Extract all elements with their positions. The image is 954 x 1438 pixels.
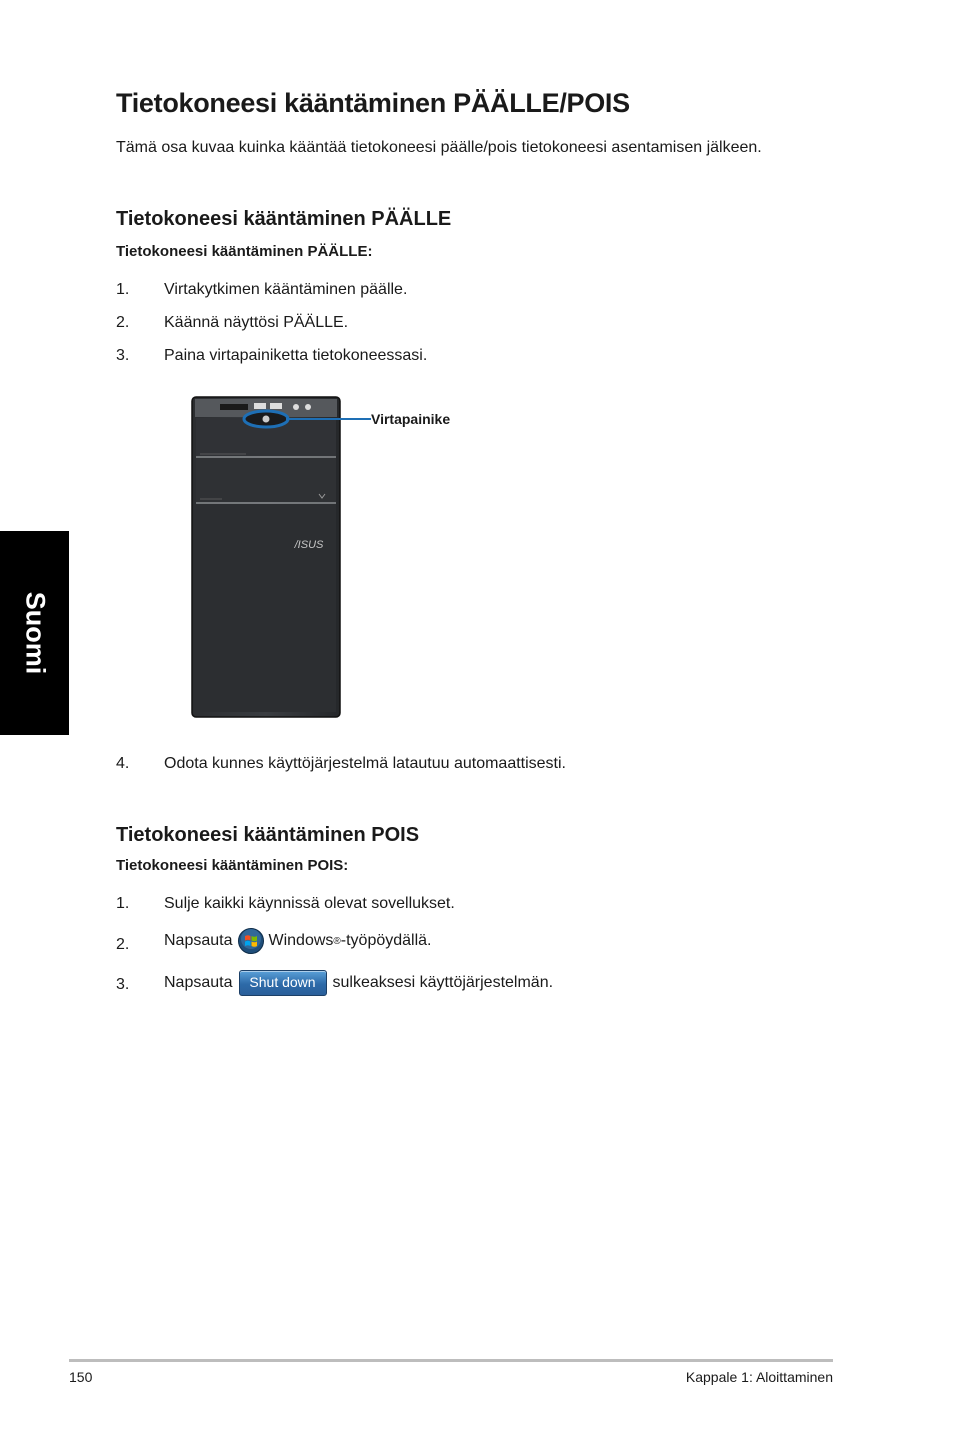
language-tab [0,531,69,735]
step-text: Virtakytkimen kääntäminen päälle. [164,281,408,298]
step-text [164,928,432,954]
shut-down-button[interactable]: Shut down [239,970,327,996]
page-title: Tietokoneesi kääntäminen PÄÄLLE/POIS [116,88,630,118]
audio-jack [305,404,311,410]
chapter-title: Kappale 1: Aloittaminen [685,1369,833,1385]
step-text-before: Napsauta [164,932,233,949]
page-number: 150 [69,1369,93,1385]
step-text: Odota kunnes käyttöjärjestelmä latautuu automaattisesti. [164,755,566,772]
usb-port [270,403,282,409]
step-text: Paina virtapainiketta tietokoneessasi. [164,347,428,364]
power-icon [263,416,270,423]
step-text: Käännä näyttösi PÄÄLLE. [164,314,349,331]
step-text: Sulje kaikki käynnissä olevat sovellukset. [164,895,455,912]
step-number: 1. [116,895,130,912]
audio-jack [293,404,299,410]
step-text-after: -työpöydällä. [340,932,432,949]
language-tab-label: Suomi [20,591,50,675]
registered-mark: ® [333,935,341,947]
callout-label: Virtapainike [371,411,451,427]
intro-text: Tämä osa kuvaa kuinka kääntää tietokoneesi päälle/pois tietokoneesi asentamisen jälkeen. [116,139,762,156]
brand-logo: /ISUS [294,539,324,551]
step-number: 4. [116,755,130,772]
step-number: 2. [116,936,130,953]
section-off-heading: Tietokoneesi kääntäminen POIS [116,824,420,846]
footer-divider [69,1359,833,1362]
step-number: 3. [116,347,130,364]
step-text-after: sulkeaksesi käyttöjärjestelmän. [332,974,554,991]
step-number: 1. [116,281,130,298]
usb-port [254,403,266,409]
section-on-heading: Tietokoneesi kääntäminen PÄÄLLE [116,208,452,230]
front-lower-panel [196,504,336,712]
step-number: 3. [116,976,130,993]
step-text [164,970,553,996]
windows-start-icon[interactable] [238,928,264,954]
pc-tower-illustration [186,394,486,722]
step-text-before: Napsauta [164,974,233,991]
section-on-subheading: Tietokoneesi kääntäminen PÄÄLLE: [116,243,373,260]
step-number: 2. [116,314,130,331]
windows-brand: Windows [268,932,334,949]
optical-drive-bay [196,458,336,502]
card-reader-slot [220,404,248,410]
section-off-subheading: Tietokoneesi kääntäminen POIS: [116,857,349,874]
